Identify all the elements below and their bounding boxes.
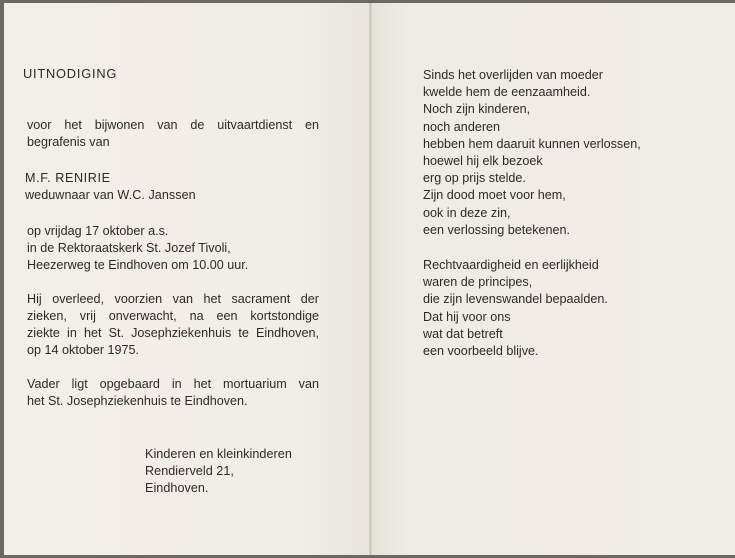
poem-line: een verlossing betekenen. (423, 222, 571, 237)
death-line: zieken, vrij onverwacht, na een kortstondige (27, 309, 319, 323)
poem-line: Zijn dood moet voor hem, (423, 188, 566, 203)
poem-line: hoewel hij elk bezoek (423, 154, 543, 169)
poem-stanza-2 (423, 257, 608, 360)
mortuary-line: het St. Josephziekenhuis te Eindhoven. (27, 394, 248, 408)
poem-line: ook in deze zin, (423, 205, 511, 220)
intro-paragraph (27, 117, 319, 151)
widower-line: weduwnaar van W.C. Janssen (25, 188, 196, 202)
service-details (27, 223, 319, 274)
left-panel (4, 3, 370, 555)
poem-line: een voorbeeld blijve. (423, 344, 539, 359)
intro-line: voor het bijwonen van de uitvaartdienst en (27, 118, 319, 132)
poem-line: kwelde hem de eenzaamheid. (423, 85, 591, 100)
service-line: in de Rektoraatskerk St. Jozef Tivoli, (27, 241, 231, 255)
death-line: ziekte in het St. Josephziekenhuis te Eindhoven, (27, 326, 319, 340)
death-line: Hij overleed, voorzien van het sacrament der (27, 292, 319, 306)
poem-line: Dat hij voor ons (423, 309, 511, 324)
poem-stanza-1 (423, 67, 641, 239)
poem-line: waren de principes, (423, 275, 533, 290)
signature-family: Kinderen en kleinkinderen (145, 447, 292, 461)
poem-line: noch anderen (423, 119, 501, 134)
death-line: op 14 oktober 1975. (27, 343, 140, 357)
poem-line: erg op prijs stelde. (423, 171, 526, 186)
poem-line: wat dat betreft (423, 326, 503, 341)
poem-line: Sinds het overlijden van moeder (423, 68, 603, 82)
deceased-name: M.F. RENIRIE (25, 171, 111, 185)
mortuary-paragraph (27, 376, 319, 410)
service-line: op vrijdag 17 oktober a.s. (27, 224, 169, 238)
poem-line: die zijn levenswandel bepaalden. (423, 292, 608, 307)
death-paragraph (27, 291, 319, 359)
funeral-invitation-card (4, 3, 735, 555)
invitation-heading: UITNODIGING (23, 66, 118, 81)
signature-city: Eindhoven. (145, 481, 209, 495)
intro-line: begrafenis van (27, 135, 110, 149)
poem-line: Noch zijn kinderen, (423, 102, 531, 117)
service-line: Heezerweg te Eindhoven om 10.00 uur. (27, 258, 249, 272)
poem-line: Rechtvaardigheid en eerlijkheid (423, 258, 599, 272)
signature-address: Rendierveld 21, (145, 464, 234, 478)
poem-line: hebben hem daaruit kunnen verlossen, (423, 136, 641, 151)
mortuary-line: Vader ligt opgebaard in het mortuarium van (27, 377, 319, 391)
